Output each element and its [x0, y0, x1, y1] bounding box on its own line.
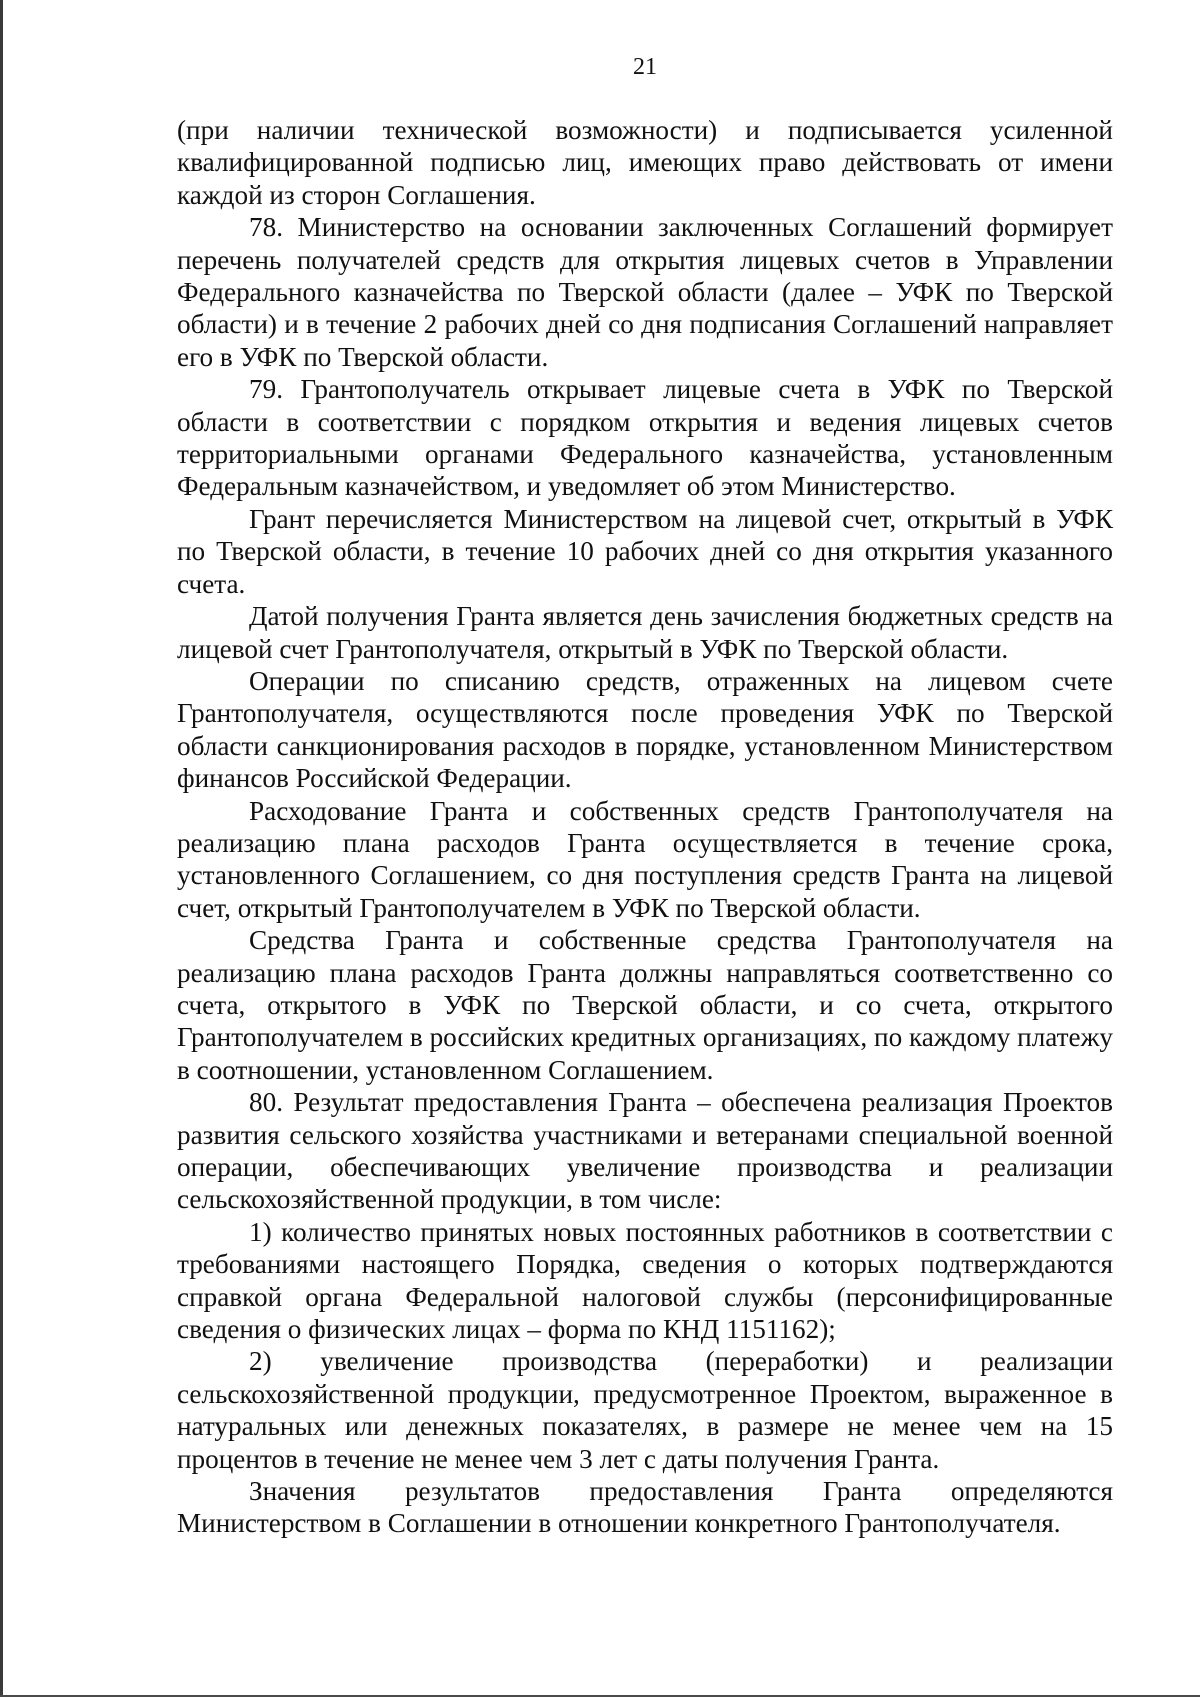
paragraph-78: 78. Министерство на основании заключенных Соглашений формирует перечень получателей средств для открытия лицевых счетов в Управлении Федерального казначейства по Тверской области (далее – УФК по Тверской области) и в течение 2 рабочих дней со дня подписания Соглашений направляет его в УФК по Тверской области. — [177, 212, 1113, 372]
paragraph-80-item-1: 1) количество принятых новых постоянных работников в соответствии с требованиями настоящего Порядка, сведения о которых подтверждаются справкой органа Федеральной налоговой службы (персонифицированные сведения о физических лицах – форма по КНД 1151162); — [177, 1216, 1113, 1345]
document-body — [177, 114, 1113, 1540]
paragraph-result-values: Значения результатов предоставления Гранта определяются Министерством в Соглашении в отношении конкретного Грантополучателя. — [177, 1476, 1113, 1539]
paragraph-operations: Операции по списанию средств, отраженных на лицевом счете Грантополучателя, осуществляются после проведения УФК по Тверской области санкционирования расходов в порядке, установленном Министерством финансов Российской Федерации. — [177, 665, 1113, 794]
paragraph-funds: Средства Гранта и собственные средства Грантополучателя на реализацию плана расходов Гранта должны направляться соответственно со счета, открытого в УФК по Тверской области, и со счета, открытого Грантополучателем в российских кредитных организациях, по каждому платежу в соотношении, установленном Соглашением. — [177, 925, 1113, 1085]
paragraph-80-item-2: 2) увеличение производства (переработки) и реализации сельскохозяйственной продукции, предусмотренное Проектом, выраженное в натуральных или денежных показателях, в размере не менее чем на 15 процентов в течение не менее чем 3 лет с даты получения Гранта. — [177, 1346, 1113, 1474]
paragraph-continuation: (при наличии технической возможности) и подписывается усиленной квалифицированной подписью лиц, имеющих право действовать от имени каждой из сторон Соглашения. — [177, 115, 1113, 210]
paragraph-spending: Расходование Гранта и собственных средств Грантополучателя на реализацию плана расходов Гранта осуществляется в течение срока, установленного Соглашением, со дня поступления средств Гранта на лицевой счет, открытый Грантополучателем в УФК по Тверской области. — [177, 795, 1113, 923]
scan-edge-left — [0, 0, 3, 1697]
paragraph-grant-date: Датой получения Гранта является день зачисления бюджетных средств на лицевой счет Грантополучателя, открытый в УФК по Тверской области. — [177, 601, 1113, 664]
paragraph-80: 80. Результат предоставления Гранта – обеспечена реализация Проектов развития сельского хозяйства участниками и ветеранами специальной военной операции, обеспечивающих увеличение производства и реализации сельскохозяйственной продукции, в том числе: — [177, 1087, 1113, 1215]
paragraph-grant-transfer: Грант перечисляется Министерством на лицевой счет, открытый в УФК по Тверской области, в течение 10 рабочих дней со дня открытия указанного счета. — [177, 503, 1113, 599]
page-number: 21 — [633, 54, 657, 80]
paragraph-79: 79. Грантополучатель открывает лицевые счета в УФК по Тверской области в соответствии с порядком открытия и ведения лицевых счетов территориальными органами Федерального казначейства, установленным Федеральным казначейством, и уведомляет об этом Министерство. — [177, 374, 1113, 502]
